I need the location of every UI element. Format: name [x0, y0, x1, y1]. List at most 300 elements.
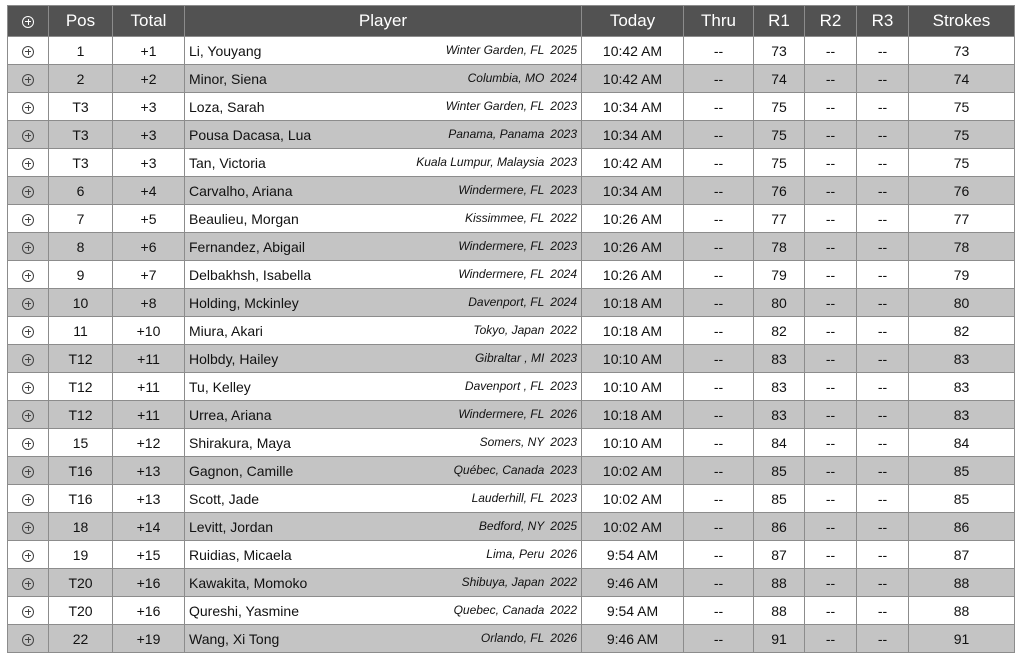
strokes-cell: 83: [909, 401, 1015, 429]
player-cell[interactable]: [185, 121, 582, 149]
expand-row-cell[interactable]: [8, 373, 49, 401]
expand-row-icon[interactable]: [22, 606, 34, 618]
thru-cell: --: [684, 37, 754, 65]
player-cell[interactable]: [185, 457, 582, 485]
player-year: 2023: [550, 462, 577, 477]
player-location: Orlando, FL: [480, 630, 545, 645]
r1-cell: 74: [754, 65, 805, 93]
table-row[interactable]: [8, 513, 1015, 541]
header-total[interactable]: Total: [113, 6, 185, 37]
table-row[interactable]: [8, 261, 1015, 289]
expand-row-cell[interactable]: [8, 457, 49, 485]
table-row[interactable]: [8, 65, 1015, 93]
player-cell[interactable]: [185, 177, 582, 205]
player-year: 2023: [550, 98, 577, 113]
player-location: Davenport , FL: [464, 378, 545, 393]
expand-row-cell[interactable]: [8, 93, 49, 121]
player-name[interactable]: Tan, Victoria: [189, 154, 266, 171]
strokes-cell: 83: [909, 373, 1015, 401]
table-row[interactable]: [8, 485, 1015, 513]
expand-row-cell[interactable]: [8, 149, 49, 177]
player-name[interactable]: Li, Youyang: [189, 42, 262, 59]
player-cell[interactable]: [185, 597, 582, 625]
expand-row-cell[interactable]: [8, 261, 49, 289]
player-name[interactable]: Kawakita, Momoko: [189, 574, 308, 591]
pos-cell: T12: [49, 373, 113, 401]
player-year: 2025: [550, 42, 577, 57]
r3-cell: --: [857, 457, 909, 485]
pos-cell: 15: [49, 429, 113, 457]
pos-cell: 8: [49, 233, 113, 261]
expand-row-cell[interactable]: [8, 233, 49, 261]
player-location: Windermere, FL: [458, 266, 545, 281]
player-cell[interactable]: [185, 37, 582, 65]
today-cell: 9:46 AM: [582, 569, 684, 597]
r3-cell: --: [857, 233, 909, 261]
expand-row-cell[interactable]: [8, 177, 49, 205]
table-row[interactable]: [8, 429, 1015, 457]
expand-row-cell[interactable]: [8, 541, 49, 569]
r3-cell: --: [857, 373, 909, 401]
strokes-cell: 85: [909, 457, 1015, 485]
header-strokes[interactable]: Strokes: [909, 6, 1015, 37]
table-row[interactable]: [8, 345, 1015, 373]
r3-cell: --: [857, 625, 909, 653]
player-year: 2023: [550, 350, 577, 365]
total-cell: +14: [113, 513, 185, 541]
player-cell[interactable]: [185, 373, 582, 401]
player-cell[interactable]: [185, 541, 582, 569]
r3-cell: --: [857, 485, 909, 513]
player-hometown: [446, 99, 577, 113]
player-year: 2026: [550, 406, 577, 421]
player-year: 2024: [550, 70, 577, 85]
thru-cell: --: [684, 569, 754, 597]
r2-cell: --: [805, 597, 857, 625]
header-player[interactable]: Player: [185, 6, 582, 37]
player-hometown: [472, 491, 577, 505]
total-cell: +13: [113, 457, 185, 485]
strokes-cell: 75: [909, 93, 1015, 121]
player-name[interactable]: Loza, Sarah: [189, 98, 265, 115]
player-hometown: [465, 211, 577, 225]
expand-row-cell[interactable]: [8, 401, 49, 429]
header-thru[interactable]: Thru: [684, 6, 754, 37]
player-hometown: [468, 295, 577, 309]
total-cell: +2: [113, 65, 185, 93]
expand-row-cell[interactable]: [8, 429, 49, 457]
expand-row-cell[interactable]: [8, 345, 49, 373]
total-cell: +8: [113, 289, 185, 317]
r3-cell: --: [857, 121, 909, 149]
pos-cell: 9: [49, 261, 113, 289]
table-row[interactable]: [8, 149, 1015, 177]
strokes-cell: 74: [909, 65, 1015, 93]
player-name[interactable]: Holbdy, Hailey: [189, 350, 279, 367]
r1-cell: 77: [754, 205, 805, 233]
today-cell: 10:42 AM: [582, 37, 684, 65]
expand-row-icon[interactable]: [22, 550, 34, 562]
player-location: Lauderhill, FL: [471, 490, 545, 505]
player-cell[interactable]: [185, 513, 582, 541]
table-row[interactable]: [8, 121, 1015, 149]
player-name[interactable]: Fernandez, Abigail: [189, 238, 305, 255]
strokes-cell: 85: [909, 485, 1015, 513]
table-row[interactable]: [8, 233, 1015, 261]
pos-cell: 1: [49, 37, 113, 65]
table-row[interactable]: [8, 457, 1015, 485]
player-cell[interactable]: [185, 93, 582, 121]
expand-row-icon[interactable]: [22, 130, 34, 142]
player-cell[interactable]: [185, 401, 582, 429]
table-row[interactable]: [8, 177, 1015, 205]
pos-cell: T3: [49, 121, 113, 149]
r3-cell: --: [857, 597, 909, 625]
player-name[interactable]: Scott, Jade: [189, 490, 260, 507]
player-year: 2023: [550, 154, 577, 169]
player-cell[interactable]: [185, 429, 582, 457]
r3-cell: --: [857, 149, 909, 177]
player-hometown: [458, 239, 577, 253]
thru-cell: --: [684, 429, 754, 457]
thru-cell: --: [684, 485, 754, 513]
today-cell: 10:10 AM: [582, 429, 684, 457]
expand-row-cell[interactable]: [8, 513, 49, 541]
thru-cell: --: [684, 597, 754, 625]
table-row[interactable]: [8, 93, 1015, 121]
total-cell: +3: [113, 149, 185, 177]
player-cell[interactable]: [185, 569, 582, 597]
player-name[interactable]: Carvalho, Ariana: [189, 182, 293, 199]
header-row: [8, 6, 1015, 37]
expand-all-icon[interactable]: [22, 16, 34, 28]
thru-cell: --: [684, 121, 754, 149]
player-name[interactable]: Beaulieu, Morgan: [189, 210, 299, 227]
today-cell: 10:18 AM: [582, 289, 684, 317]
r1-cell: 78: [754, 233, 805, 261]
player-name[interactable]: Gagnon, Camille: [189, 462, 294, 479]
player-name[interactable]: Shirakura, Maya: [189, 434, 291, 451]
player-name[interactable]: Pousa Dacasa, Lua: [189, 126, 312, 143]
r2-cell: --: [805, 429, 857, 457]
r3-cell: --: [857, 93, 909, 121]
player-hometown: [446, 43, 577, 57]
expand-row-icon[interactable]: [22, 270, 34, 282]
today-cell: 10:26 AM: [582, 261, 684, 289]
player-year: 2022: [550, 602, 577, 617]
expand-row-icon[interactable]: [22, 466, 34, 478]
expand-row-cell[interactable]: [8, 485, 49, 513]
today-cell: 10:02 AM: [582, 485, 684, 513]
player-location: Columbia, MO: [467, 70, 545, 85]
expand-row-icon[interactable]: [22, 214, 34, 226]
strokes-cell: 75: [909, 121, 1015, 149]
r3-cell: --: [857, 569, 909, 597]
player-cell[interactable]: [185, 205, 582, 233]
thru-cell: --: [684, 513, 754, 541]
player-hometown: [462, 575, 577, 589]
strokes-cell: 86: [909, 513, 1015, 541]
player-year: 2022: [550, 574, 577, 589]
expand-row-icon[interactable]: [22, 46, 34, 58]
r2-cell: --: [805, 37, 857, 65]
strokes-cell: 91: [909, 625, 1015, 653]
thru-cell: --: [684, 373, 754, 401]
r3-cell: --: [857, 177, 909, 205]
expand-all-cell[interactable]: [8, 6, 49, 37]
today-cell: 10:18 AM: [582, 317, 684, 345]
table-row[interactable]: [8, 401, 1015, 429]
player-location: Winter Garden, FL: [445, 98, 545, 113]
r2-cell: --: [805, 149, 857, 177]
total-cell: +3: [113, 121, 185, 149]
thru-cell: --: [684, 625, 754, 653]
expand-row-cell[interactable]: [8, 121, 49, 149]
expand-row-icon[interactable]: [22, 494, 34, 506]
total-cell: +12: [113, 429, 185, 457]
player-hometown: [473, 323, 577, 337]
strokes-cell: 79: [909, 261, 1015, 289]
player-year: 2025: [550, 518, 577, 533]
player-location: Davenport, FL: [468, 294, 545, 309]
strokes-cell: 88: [909, 569, 1015, 597]
table-row[interactable]: [8, 597, 1015, 625]
player-year: 2023: [550, 182, 577, 197]
player-name[interactable]: Miura, Akari: [189, 322, 263, 339]
r1-cell: 73: [754, 37, 805, 65]
expand-row-icon[interactable]: [22, 522, 34, 534]
expand-row-icon[interactable]: [22, 74, 34, 86]
r1-cell: 79: [754, 261, 805, 289]
player-location: Québec, Canada: [453, 462, 545, 477]
player-name[interactable]: Tu, Kelley: [189, 378, 251, 395]
player-cell[interactable]: [185, 261, 582, 289]
r1-cell: 75: [754, 93, 805, 121]
expand-row-cell[interactable]: [8, 625, 49, 653]
expand-row-icon[interactable]: [22, 326, 34, 338]
player-cell[interactable]: [185, 289, 582, 317]
total-cell: +11: [113, 373, 185, 401]
thru-cell: --: [684, 317, 754, 345]
r2-cell: --: [805, 625, 857, 653]
today-cell: 9:54 AM: [582, 541, 684, 569]
r1-cell: 86: [754, 513, 805, 541]
pos-cell: 2: [49, 65, 113, 93]
today-cell: 10:02 AM: [582, 513, 684, 541]
r2-cell: --: [805, 261, 857, 289]
total-cell: +11: [113, 401, 185, 429]
r1-cell: 80: [754, 289, 805, 317]
player-name[interactable]: Qureshi, Yasmine: [189, 602, 299, 619]
r2-cell: --: [805, 233, 857, 261]
total-cell: +16: [113, 569, 185, 597]
player-name[interactable]: Delbakhsh, Isabella: [189, 266, 312, 283]
r1-cell: 84: [754, 429, 805, 457]
r3-cell: --: [857, 429, 909, 457]
expand-row-cell[interactable]: [8, 65, 49, 93]
player-location: Gibraltar , MI: [474, 350, 545, 365]
table-row[interactable]: [8, 205, 1015, 233]
strokes-cell: 78: [909, 233, 1015, 261]
r1-cell: 85: [754, 485, 805, 513]
player-cell[interactable]: [185, 65, 582, 93]
expand-row-icon[interactable]: [22, 382, 34, 394]
player-hometown: [480, 435, 577, 449]
strokes-cell: 77: [909, 205, 1015, 233]
player-name[interactable]: Ruidias, Micaela: [189, 546, 292, 563]
player-year: 2023: [550, 126, 577, 141]
expand-row-icon[interactable]: [22, 438, 34, 450]
player-location: Windermere, FL: [458, 182, 545, 197]
header-r1[interactable]: R1: [754, 6, 805, 37]
today-cell: 10:10 AM: [582, 373, 684, 401]
expand-row-icon[interactable]: [22, 354, 34, 366]
player-cell[interactable]: [185, 485, 582, 513]
pos-cell: T3: [49, 149, 113, 177]
expand-row-cell[interactable]: [8, 597, 49, 625]
expand-row-icon[interactable]: [22, 410, 34, 422]
player-hometown: [468, 71, 577, 85]
player-hometown: [465, 379, 577, 393]
header-r2[interactable]: R2: [805, 6, 857, 37]
today-cell: 10:02 AM: [582, 457, 684, 485]
player-name[interactable]: Minor, Siena: [189, 70, 267, 87]
r2-cell: --: [805, 513, 857, 541]
player-name[interactable]: Holding, Mckinley: [189, 294, 299, 311]
expand-row-cell[interactable]: [8, 37, 49, 65]
expand-row-icon[interactable]: [22, 242, 34, 254]
player-location: Windermere, FL: [458, 406, 545, 421]
thru-cell: --: [684, 233, 754, 261]
strokes-cell: 76: [909, 177, 1015, 205]
expand-row-icon[interactable]: [22, 634, 34, 646]
player-year: 2023: [550, 490, 577, 505]
r3-cell: --: [857, 513, 909, 541]
expand-row-icon[interactable]: [22, 102, 34, 114]
expand-row-icon[interactable]: [22, 158, 34, 170]
r2-cell: --: [805, 177, 857, 205]
header-pos[interactable]: Pos: [49, 6, 113, 37]
pos-cell: 18: [49, 513, 113, 541]
thru-cell: --: [684, 93, 754, 121]
today-cell: 10:34 AM: [582, 177, 684, 205]
player-name[interactable]: Levitt, Jordan: [189, 518, 274, 535]
expand-row-icon[interactable]: [22, 578, 34, 590]
today-cell: 10:34 AM: [582, 121, 684, 149]
r2-cell: --: [805, 541, 857, 569]
table-row[interactable]: [8, 625, 1015, 653]
header-r3[interactable]: R3: [857, 6, 909, 37]
player-cell[interactable]: [185, 149, 582, 177]
r2-cell: --: [805, 373, 857, 401]
r2-cell: --: [805, 345, 857, 373]
thru-cell: --: [684, 401, 754, 429]
today-cell: 9:54 AM: [582, 597, 684, 625]
player-location: Quebec, Canada: [453, 602, 545, 617]
player-cell[interactable]: [185, 625, 582, 653]
pos-cell: T12: [49, 345, 113, 373]
thru-cell: --: [684, 261, 754, 289]
strokes-cell: 83: [909, 345, 1015, 373]
table-row[interactable]: [8, 373, 1015, 401]
pos-cell: 10: [49, 289, 113, 317]
leaderboard-body: [8, 37, 1015, 653]
today-cell: 10:26 AM: [582, 233, 684, 261]
table-row[interactable]: [8, 541, 1015, 569]
r2-cell: --: [805, 317, 857, 345]
player-hometown: [479, 519, 577, 533]
player-name[interactable]: Urrea, Ariana: [189, 406, 272, 423]
r2-cell: --: [805, 205, 857, 233]
player-cell[interactable]: [185, 317, 582, 345]
expand-row-cell[interactable]: [8, 569, 49, 597]
table-row[interactable]: [8, 289, 1015, 317]
r3-cell: --: [857, 401, 909, 429]
expand-row-cell[interactable]: [8, 205, 49, 233]
player-year: 2023: [550, 238, 577, 253]
player-year: 2022: [550, 322, 577, 337]
expand-row-cell[interactable]: [8, 317, 49, 345]
today-cell: 10:10 AM: [582, 345, 684, 373]
player-location: Windermere, FL: [458, 238, 545, 253]
r1-cell: 83: [754, 373, 805, 401]
thru-cell: --: [684, 457, 754, 485]
player-location: Lima, Peru: [486, 546, 545, 561]
r1-cell: 83: [754, 401, 805, 429]
thru-cell: --: [684, 177, 754, 205]
player-location: Somers, NY: [479, 434, 545, 449]
pos-cell: T3: [49, 93, 113, 121]
r3-cell: --: [857, 205, 909, 233]
today-cell: 10:26 AM: [582, 205, 684, 233]
strokes-cell: 87: [909, 541, 1015, 569]
expand-row-cell[interactable]: [8, 289, 49, 317]
player-hometown: [416, 155, 577, 169]
total-cell: +3: [113, 93, 185, 121]
r1-cell: 76: [754, 177, 805, 205]
pos-cell: T16: [49, 485, 113, 513]
strokes-cell: 84: [909, 429, 1015, 457]
r1-cell: 75: [754, 149, 805, 177]
leaderboard-table: [7, 5, 1015, 653]
player-hometown: [458, 407, 577, 421]
pos-cell: 6: [49, 177, 113, 205]
header-today[interactable]: Today: [582, 6, 684, 37]
player-year: 2022: [550, 210, 577, 225]
expand-row-icon[interactable]: [22, 298, 34, 310]
pos-cell: 7: [49, 205, 113, 233]
player-cell[interactable]: [185, 233, 582, 261]
r1-cell: 91: [754, 625, 805, 653]
table-row[interactable]: [8, 317, 1015, 345]
player-hometown: [458, 183, 577, 197]
today-cell: 10:42 AM: [582, 65, 684, 93]
total-cell: +4: [113, 177, 185, 205]
expand-row-icon[interactable]: [22, 186, 34, 198]
pos-cell: 19: [49, 541, 113, 569]
r2-cell: --: [805, 65, 857, 93]
table-row[interactable]: [8, 37, 1015, 65]
r1-cell: 82: [754, 317, 805, 345]
player-hometown: [448, 127, 577, 141]
total-cell: +16: [113, 597, 185, 625]
r1-cell: 88: [754, 569, 805, 597]
table-row[interactable]: [8, 569, 1015, 597]
player-cell[interactable]: [185, 345, 582, 373]
today-cell: 9:46 AM: [582, 625, 684, 653]
player-year: 2023: [550, 434, 577, 449]
player-name[interactable]: Wang, Xi Tong: [189, 630, 280, 647]
